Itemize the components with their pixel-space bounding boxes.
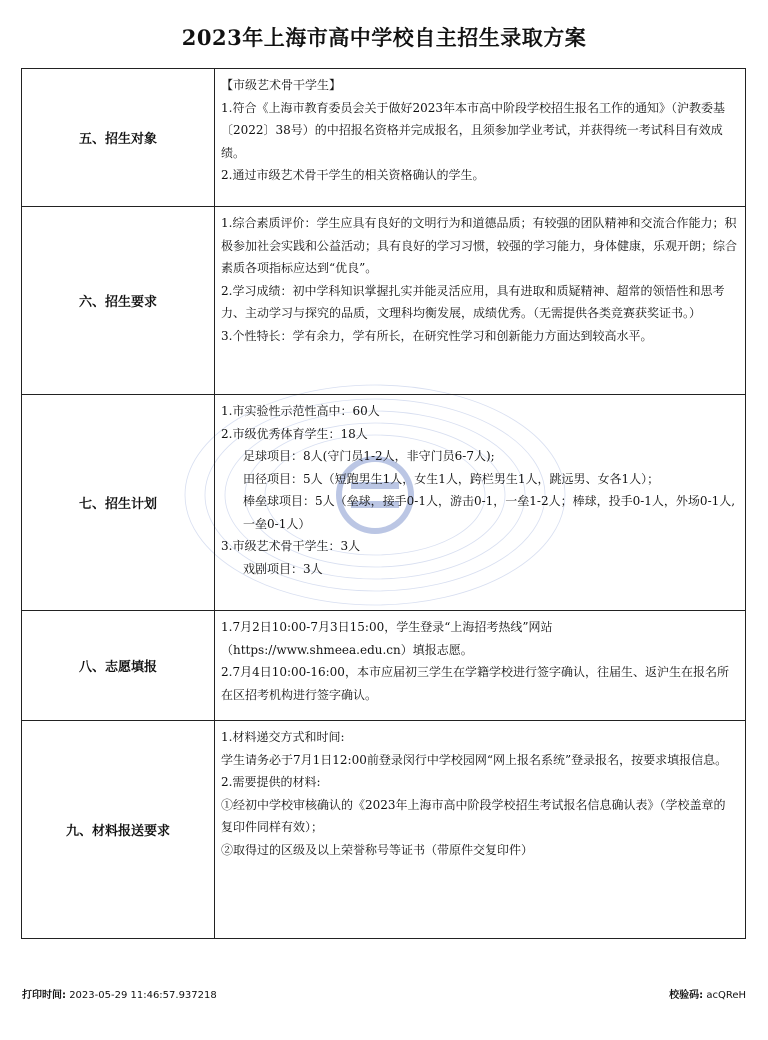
section-label: 六、招生要求	[22, 207, 215, 395]
table-row	[22, 69, 746, 207]
section-label: 九、材料报送要求	[22, 721, 215, 939]
table-row	[22, 721, 746, 939]
table-row	[22, 395, 746, 611]
content-line: 2.市级优秀体育学生：18人	[221, 426, 368, 441]
content-line: 学生请务必于7月1日12:00前登录闵行中学校园网“网上报名系统”登录报名，按要求填报信息。	[221, 752, 728, 767]
content-line: 1.综合素质评价：学生应具有良好的文明行为和道德品质；有较强的团队精神和交流合作能力；积极参加社会实践和公益活动；具有良好的学习习惯，较强的学习能力，身体健康，乐观开朗；综合素质各项指标应达到“优良”。	[221, 216, 738, 275]
table-row	[22, 207, 746, 395]
print-time	[22, 986, 217, 1001]
table-row	[22, 611, 746, 721]
content-line: 2.通过市级艺术骨干学生的相关资格确认的学生。	[221, 168, 485, 182]
document-title: 2023年上海市高中学校自主招生录取方案	[181, 25, 587, 50]
verify-code-value: acQReH	[706, 990, 746, 1001]
content-line: 3.市级艺术骨干学生：3人	[221, 539, 361, 553]
content-line: 2.需要提供的材料:	[221, 775, 321, 789]
content-line: 1.符合《上海市教育委员会关于做好2023年本市高中阶段学校招生报名工作的通知》（沪教委基〔2022〕38号）的中招报名资格并完成报名，且须参加学业考试，并获得统一考试科目有效成绩。	[221, 100, 725, 160]
section-content	[215, 207, 746, 395]
section-label: 八、志愿填报	[22, 611, 215, 721]
section-content	[215, 721, 746, 939]
content-line: 1.市实验性示范性高中：60人	[221, 404, 380, 418]
content-line: 3.个性特长：学有余力，学有所长，在研究性学习和创新能力方面达到较高水平。	[221, 328, 653, 343]
content-line: 足球项目：8人(守门员1-2人，非守门员6-7人);	[243, 449, 495, 463]
content-line: ①经初中学校审核确认的《2023年上海市高中阶段学校招生考试报名信息确认表》（学校盖章的复印件同样有效）；	[221, 797, 726, 834]
print-time-label: 打印时间:	[22, 990, 66, 1001]
section-content	[215, 611, 746, 721]
enrollment-plan-table	[21, 68, 746, 939]
section-label: 五、招生对象	[22, 69, 215, 207]
section-content	[215, 395, 746, 611]
content-line: 2.7月4日10:00-16:00，本市应届初三学生在学籍学校进行签字确认，往届生、返沪生在报名所在区招考机构进行签字确认。	[221, 665, 729, 702]
verify-code	[669, 986, 746, 1001]
section-label: 七、招生计划	[22, 395, 215, 611]
print-time-value: 2023-05-29 11:46:57.937218	[69, 990, 217, 1001]
content-line: 棒垒球项目：5人（垒球，接手0-1人，游击0-1，一垒1-2人；棒球，投手0-1人，外场0-1人,一垒0-1人）	[243, 494, 736, 531]
content-line: 田径项目：5人（短跑男生1人，女生1人，跨栏男生1人，跳远男、女各1人）；	[243, 471, 660, 486]
verify-code-label: 校验码:	[669, 990, 704, 1001]
section-content	[215, 69, 746, 207]
content-line: 【市级艺术骨干学生】	[221, 78, 342, 92]
content-line: ②取得过的区级及以上荣誉称号等证书（带原件交复印件）	[221, 842, 534, 857]
content-line: 1.材料递交方式和时间:	[221, 730, 345, 744]
content-line: 1.7月2日10:00-7月3日15:00，学生登录“上海招考热线”网站（https://www.shmeea.edu.cn）填报志愿。	[221, 620, 553, 657]
content-line: 戏剧项目：3人	[243, 561, 323, 576]
content-line: 2.学习成绩：初中学科知识掌握扎实并能灵活应用，具有进取和质疑精神、超常的领悟性和思考力、主动学习与探究的品质，文理科均衡发展，成绩优秀。（无需提供各类竞赛获奖证书。）	[221, 283, 725, 320]
